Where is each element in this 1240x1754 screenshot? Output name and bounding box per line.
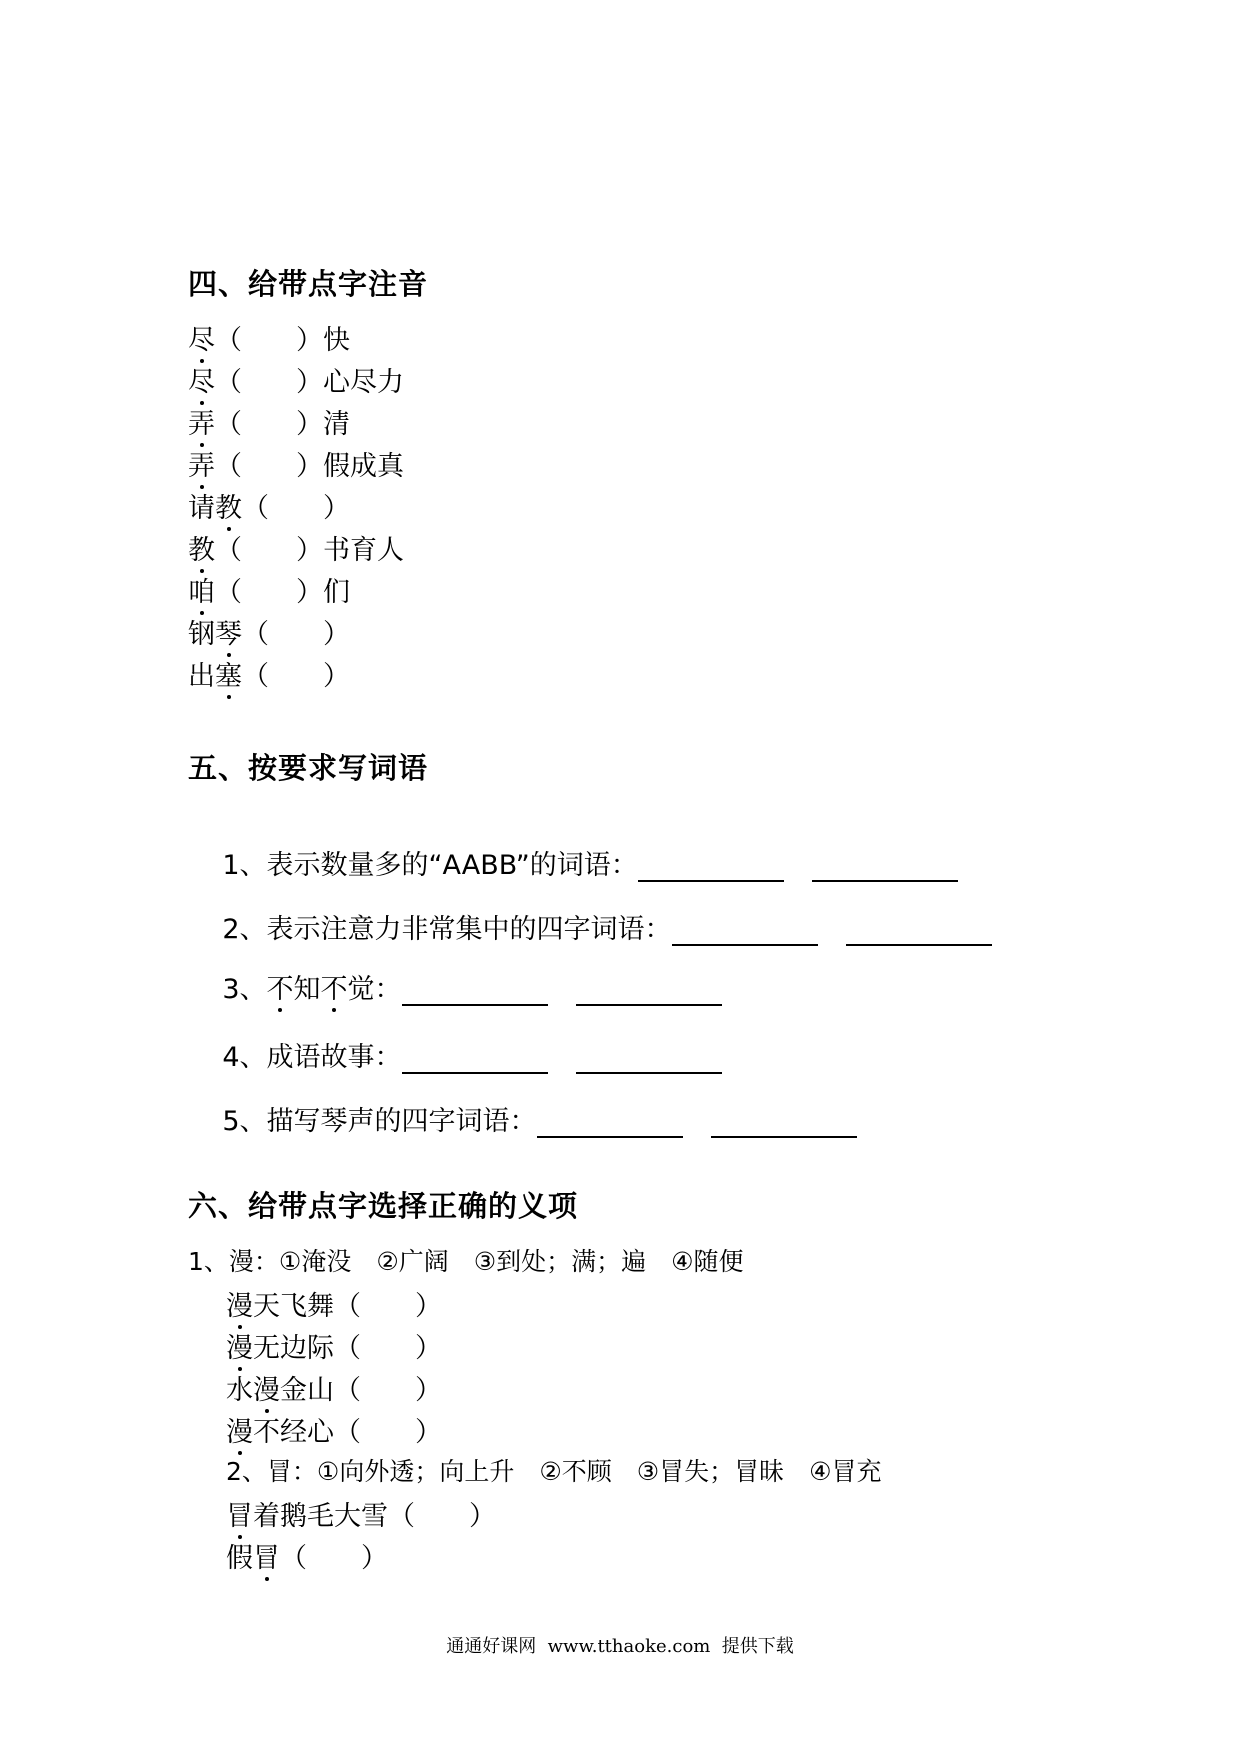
question-5: 5、描写琴声的四字词语： [188,1068,857,1169]
definition-1: 1、漫：①淹没 ②广阔 ③到处；满；遍 ④随便 [188,1247,744,1276]
question-2: 2、表示注意力非常集中的四字词语： [188,876,992,977]
dotted-char: 冒 [253,1536,280,1575]
section-6-title: 六、给带点字选择正确的义项 [188,1189,579,1223]
meaning-item: 漫不经心（ ） [226,1410,442,1449]
answer-blank[interactable] [846,918,992,946]
pinyin-item: 咱（ ）们 [188,570,350,609]
page-footer: 通通好课网 www.tthaoke.com 提供下载 [446,1636,794,1657]
section-5-title: 五、按要求写词语 [188,751,429,785]
answer-blank[interactable] [576,978,722,1006]
definition-2: 2、冒：①向外透；向上升 ②不顾 ③冒失；冒昧 ④冒充 [226,1457,882,1486]
dotted-char: 琴 [215,612,242,651]
dotted-char: 咱 [188,570,215,609]
section-4-title: 四、给带点字注音 [188,267,429,301]
pinyin-item: 教（ ）书育人 [188,528,404,567]
dotted-char: 尽 [188,360,215,399]
pinyin-item: 请教（ ） [188,486,350,525]
dotted-char: 不 [267,967,294,1006]
pinyin-item: 弄（ ）清 [188,402,350,441]
dotted-char: 漫 [253,1368,280,1407]
pinyin-item: 尽（ ）快 [188,318,350,357]
dotted-char: 塞 [215,654,242,693]
answer-blank[interactable] [537,1110,683,1138]
question-3: 3、不知不觉： [188,936,722,1037]
dotted-char: 冒 [226,1494,253,1533]
dotted-char: 尽 [188,318,215,357]
dotted-char: 弄 [188,444,215,483]
question-1: 1、表示数量多的“AABB”的词语： [188,812,958,913]
dotted-char: 漫 [226,1326,253,1365]
pinyin-item: 弄（ ）假成真 [188,444,404,483]
meaning-item: 冒着鹅毛大雪（ ） [226,1494,496,1533]
dotted-char: 教 [215,486,242,525]
question-4: 4、成语故事： [188,1004,722,1105]
pinyin-item: 出塞（ ） [188,654,350,693]
dotted-char: 教 [188,528,215,567]
answer-blank[interactable] [402,978,548,1006]
pinyin-item: 钢琴（ ） [188,612,350,651]
dotted-char: 不 [321,967,348,1006]
meaning-item: 水漫金山（ ） [226,1368,442,1407]
meaning-item: 漫无边际（ ） [226,1326,442,1365]
pinyin-item: 尽（ ）心尽力 [188,360,404,399]
dotted-char: 漫 [226,1284,253,1323]
dotted-char: 漫 [226,1410,253,1449]
meaning-item: 假冒（ ） [226,1536,388,1575]
dotted-char: 弄 [188,402,215,441]
answer-blank[interactable] [711,1110,857,1138]
meaning-item: 漫天飞舞（ ） [226,1284,442,1323]
